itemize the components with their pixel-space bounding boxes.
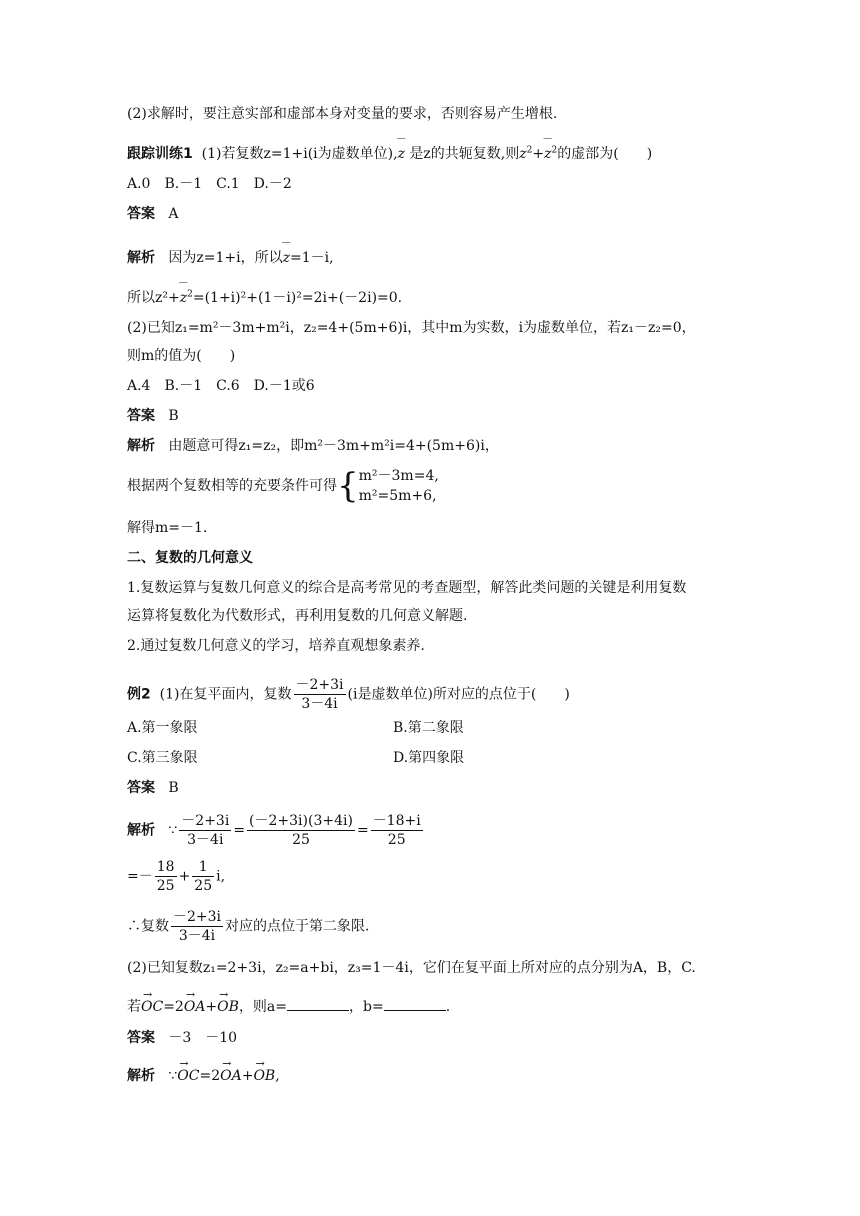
text-line: 2.通过复数几何意义的学习，培养直观想象素养. [127, 638, 425, 654]
question-line: 若→ OC=2→ OA+→ OB，则a= ，b= . [127, 996, 450, 1017]
options-line: D.第四象限 [393, 750, 465, 766]
options-line: A.0 B.－1 C.1 D.－2 [127, 176, 292, 192]
answer-blank[interactable] [287, 996, 349, 1011]
example-2-question: 例2 (1)在复平面内，复数 $\frac{-2+3i}{3-4i}$ (i是虚数单位)所对应的点位于( ) [127, 677, 570, 712]
answer-line: 答案 B [127, 408, 179, 424]
options-line: C.第三象限 [127, 750, 198, 766]
answer-line: 答案 B [127, 780, 179, 796]
solution-line: 解析 由题意可得z₁=z₂，即m²－3m+m²i=4+(5m+6)i， [127, 438, 499, 454]
answer-blank[interactable] [384, 996, 446, 1011]
solution-fraction-line: =－ $\frac{18}{25}$ + $\frac{1}{25}$ i, [127, 859, 226, 894]
answer-line: 答案 A [127, 206, 179, 222]
solution-fraction-line: 解析 ∵ $\frac{-2+3i}{3-4i}$ = $\frac{(-2+3i)(3+4i)}{25}$ = $\frac{-18+i}{25}$ [127, 813, 421, 848]
vector-oa: → OA [184, 997, 206, 1017]
conclusion-line: ∴复数 $\frac{-2+3i}{3-4i}$ 对应的点位于第二象限. [127, 909, 370, 944]
fraction: $\frac{-2+3i}{3-4i}$ [295, 677, 344, 712]
equation-system-line: 根据两个复数相等的充要条件可得{m²－3m=4, m²=5m+6, [127, 466, 439, 506]
options-line: A.第一象限 [127, 720, 198, 736]
options-line: A.4 B.－1 C.6 D.－1或6 [127, 378, 315, 394]
tracking-exercise-1: 跟踪训练1 (1)若复数z=1+i(i为虚数单位),— z 是z的共轭复数,则$z^2+—$ $z^2$的虚部为( ) [127, 144, 652, 164]
vector-oc: → OC [141, 997, 163, 1017]
conjugate-z: — z [398, 144, 405, 164]
vector-ob: → OB [217, 997, 239, 1017]
text-line: (2)求解时，要注意实部和虚部本身对变量的要求，否则容易产生增根. [127, 106, 558, 122]
example-label: 例2 [127, 686, 151, 703]
solution-line: 解析 ∵→ OC=2→ OA+→ OB, [127, 1066, 280, 1086]
solution-line: 解析 因为z=1+i，所以— z=1－i, [127, 248, 334, 268]
question-line: (2)已知复数z₁=2+3i，z₂=a+bi，z₃=1－4i，它们在复平面上所对应的点分别为A，B，C. [127, 960, 696, 976]
solution-line: 解得m=－1. [127, 520, 208, 536]
options-line: B.第二象限 [393, 720, 464, 736]
text-line: 1.复数运算与复数几何意义的综合是高考常见的考查题型，解答此类问题的关键是利用复数 [127, 580, 687, 596]
solution-line: 所以z²+— $z^2=(1+i)^2+(1-i)^2=2i+(-2i)=0$. [127, 288, 402, 308]
question-line: (2)已知z₁=m²－3m+m²i，z₂=4+(5m+6)i，其中m为实数，i为虚数单位，若z₁－z₂=0， [127, 320, 696, 336]
exercise-label: 跟踪训练1 [127, 146, 193, 162]
section-title: 二、复数的几何意义 [127, 550, 253, 566]
text-line: 运算将复数化为代数形式，再利用复数的几何意义解题. [127, 608, 468, 624]
question-line: 则m的值为( ) [127, 348, 236, 364]
answer-line: 答案 －3 －10 [127, 1030, 238, 1046]
